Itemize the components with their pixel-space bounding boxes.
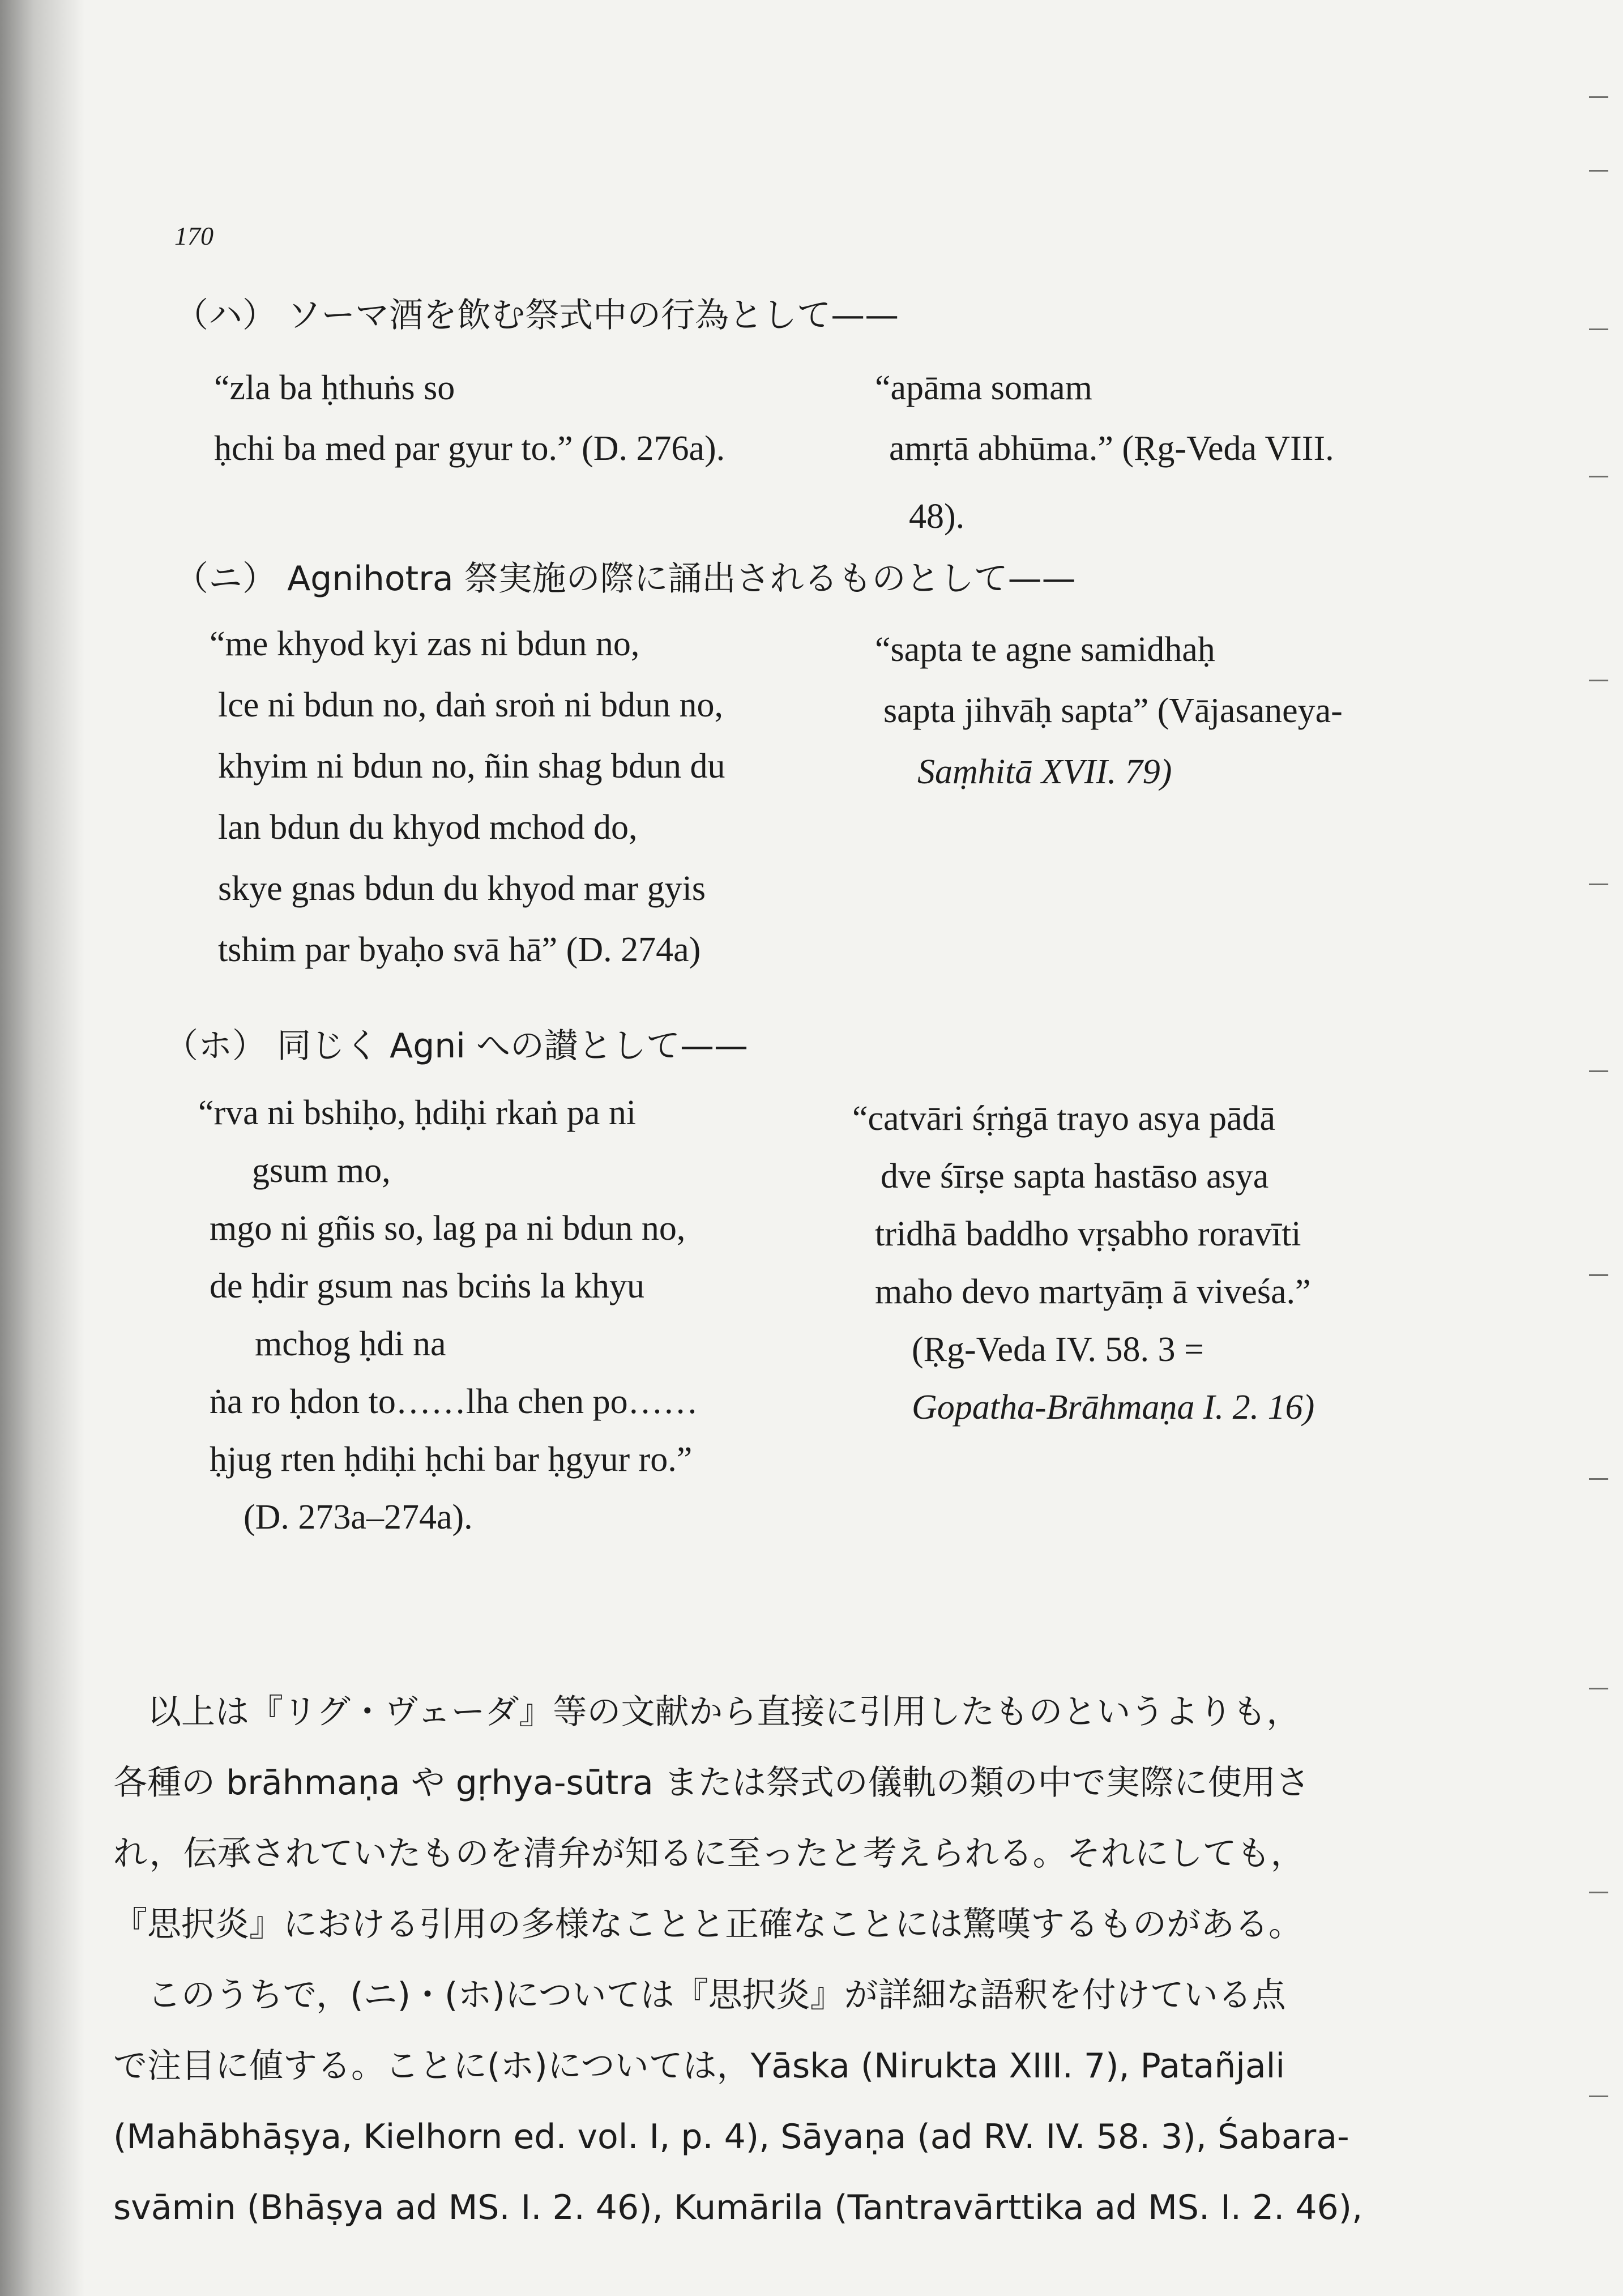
margin-tick bbox=[1589, 328, 1608, 330]
section-ha-sanskrit-line: “apāma somam bbox=[875, 369, 1092, 407]
margin-tick bbox=[1589, 1070, 1608, 1072]
section-ho-tibetan-line: (D. 273a–274a). bbox=[244, 1498, 473, 1537]
margin-tick bbox=[1589, 170, 1608, 172]
body-paragraph-line: で注目に値する。ことに(ホ)については，Yāska (Nirukta XIII. 7), Patañjali bbox=[113, 2046, 1285, 2086]
body-paragraph-line: れ，伝承されていたものを清弁が知るに至ったと考えられる。それにしても， bbox=[113, 1834, 1305, 1873]
page-number: 170 bbox=[174, 221, 213, 250]
margin-tick bbox=[1589, 680, 1608, 681]
section-ha-sanskrit-line: 48). bbox=[909, 497, 965, 536]
section-ho-tibetan-line: mgo ni gñis so, lag pa ni bdun no, bbox=[210, 1209, 686, 1248]
section-ni-tibetan-line: lan bdun du khyod mchod do, bbox=[218, 808, 638, 847]
body-paragraph-line: 以上は『リグ・ヴェーダ』等の文献から直接に引用したものというよりも， bbox=[113, 1692, 1301, 1732]
scanned-page-edge-shadow bbox=[0, 0, 85, 2296]
section-ni-sanskrit-line: Saṃhitā XVII. 79) bbox=[917, 753, 1172, 791]
margin-tick bbox=[1589, 1274, 1608, 1276]
section-ni-tibetan-line: khyim ni bdun no, ñin shag bdun du bbox=[218, 747, 725, 786]
section-ho-sanskrit-line: “catvāri śṛṅgā trayo asya pādā bbox=[852, 1099, 1276, 1138]
body-paragraph-line: 『思択炎』における引用の多様なことと正確なことには驚嘆するものがある。 bbox=[113, 1905, 1302, 1944]
body-paragraph-line: svāmin (Bhāṣya ad MS. I. 2. 46), Kumārila (Tantravārttika ad MS. I. 2. 46), bbox=[113, 2188, 1363, 2227]
section-ni-tibetan-line: “me khyod kyi zas ni bdun no, bbox=[210, 625, 640, 663]
margin-tick bbox=[1589, 96, 1608, 98]
margin-tick bbox=[1589, 476, 1608, 477]
body-paragraph-line: このうちで，(ニ)・(ホ)については『思択炎』が詳細な語釈を付けている点 bbox=[113, 1975, 1286, 2015]
margin-tick bbox=[1589, 2096, 1608, 2097]
section-ho-tibetan-line: ṅa ro ḥdon to……lha chen po…… bbox=[210, 1382, 698, 1421]
section-ni-tibetan-line: tshim par byaḥo svā hā” (D. 274a) bbox=[218, 931, 701, 969]
section-ho-sanskrit-line: Gopatha-Brāhmaṇa I. 2. 16) bbox=[912, 1388, 1315, 1427]
body-paragraph-line: (Mahābhāṣya, Kielhorn ed. vol. I, p. 4), Sāyaṇa (ad RV. IV. 58. 3), Śabara- bbox=[113, 2117, 1349, 2157]
margin-tick bbox=[1589, 884, 1608, 885]
section-ha-tibetan-line: “zla ba ḥthuṅs so bbox=[214, 369, 455, 407]
section-ni-sanskrit-line: sapta jihvāḥ sapta” (Vājasaneya- bbox=[883, 692, 1343, 730]
section-ho-tibetan-line: ḥjug rten ḥdiḥi ḥchi bar ḥgyur ro.” bbox=[210, 1440, 693, 1479]
section-ni-tibetan-line: lce ni bdun no, daṅ sroṅ ni bdun no, bbox=[218, 686, 724, 724]
section-ni-tibetan-line: skye gnas bdun du khyod mar gyis bbox=[218, 869, 706, 908]
margin-tick bbox=[1589, 1892, 1608, 1893]
section-ho-tibetan-line: de ḥdir gsum nas bciṅs la khyu bbox=[210, 1267, 645, 1305]
margin-tick bbox=[1589, 1688, 1608, 1689]
section-ho-sanskrit-line: (Ṛg-Veda IV. 58. 3 = bbox=[912, 1330, 1204, 1369]
section-ni-sanskrit-line: “sapta te agne samidhaḥ bbox=[875, 630, 1215, 669]
section-ho-sanskrit-line: maho devo martyāṃ ā viveśa.” bbox=[875, 1273, 1311, 1311]
section-ho-sanskrit-line: tridhā baddho vṛṣabho roravīti bbox=[875, 1215, 1301, 1253]
section-ni-heading: （ニ） Agnihotra 祭実施の際に誦出されるものとして—— bbox=[174, 559, 1076, 599]
section-ha-sanskrit-line: amṛtā abhūma.” (Ṛg-Veda VIII. bbox=[889, 429, 1334, 468]
section-ho-tibetan-line: “rva ni bshiḥo, ḥdiḥi rkaṅ pa ni bbox=[198, 1094, 637, 1132]
section-ha-heading: （ハ） ソーマ酒を飲む祭式中の行為として—— bbox=[174, 296, 899, 335]
section-ho-tibetan-line: mchog ḥdi na bbox=[255, 1325, 446, 1363]
section-ho-tibetan-line: gsum mo, bbox=[252, 1151, 391, 1190]
section-ho-heading: （ホ） 同じく Agni への讃として—— bbox=[164, 1026, 749, 1066]
body-paragraph-line: 各種の brāhmaṇa や gṛhya-sūtra または祭式の儀軌の類の中で実際に使用さ bbox=[113, 1763, 1310, 1803]
section-ha-tibetan-line: ḥchi ba med par gyur to.” (D. 276a). bbox=[214, 429, 725, 468]
section-ho-sanskrit-line: dve śīrṣe sapta hastāso asya bbox=[881, 1157, 1269, 1196]
margin-tick bbox=[1589, 1478, 1608, 1480]
